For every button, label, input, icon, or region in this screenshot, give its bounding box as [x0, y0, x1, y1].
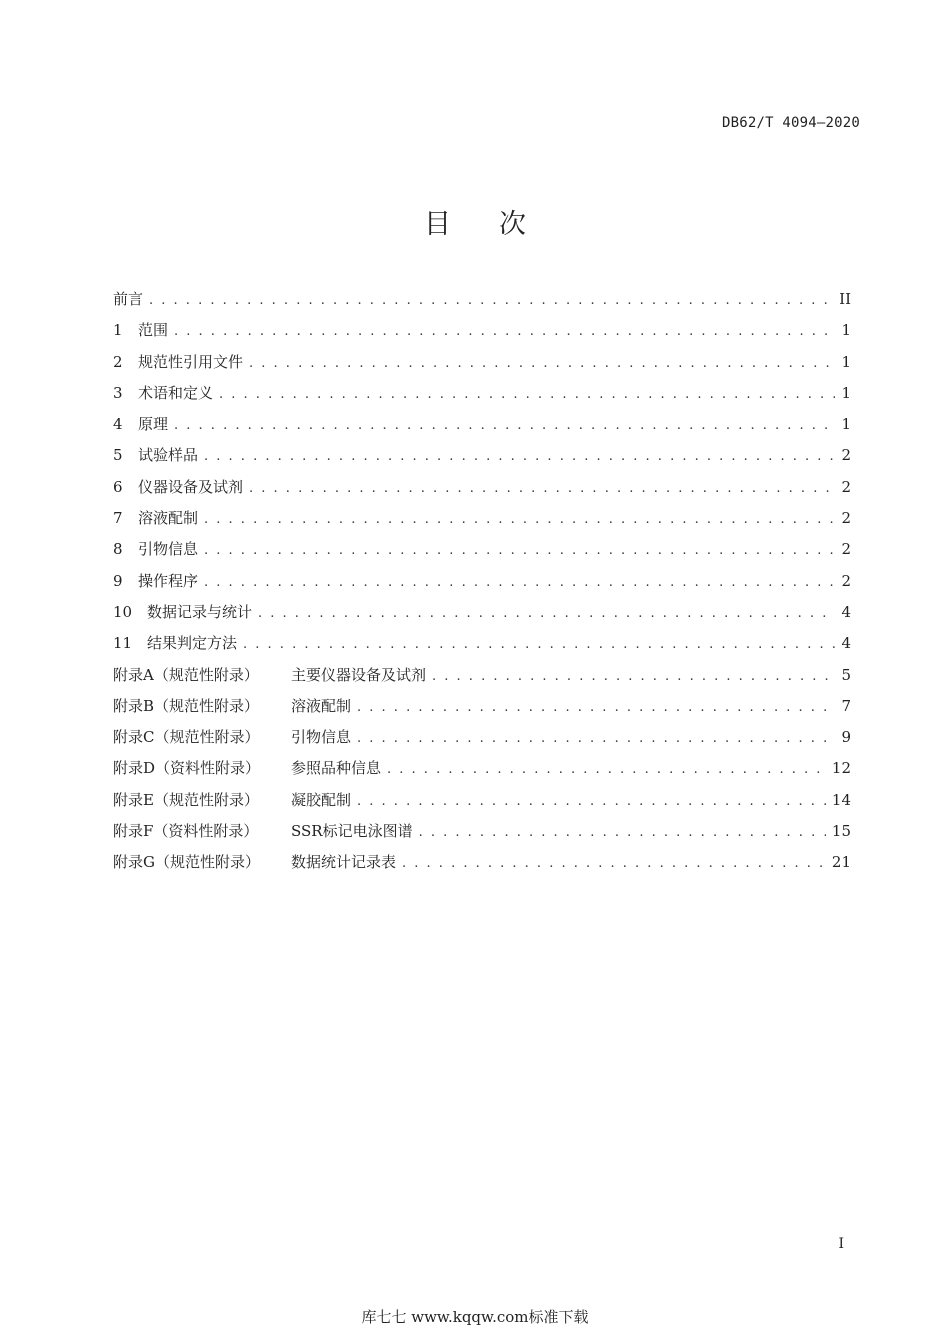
toc-appendix-number: 附录D（资料性附录） — [113, 759, 261, 778]
toc-appendix-number: 附录E（规范性附录） — [113, 790, 259, 809]
leader-dots — [419, 817, 826, 848]
toc-entry-page: 4 — [841, 634, 851, 653]
toc-entry-10[interactable] — [113, 597, 851, 628]
toc-entry-label: 试验样品 — [138, 446, 199, 465]
leader-dots — [204, 441, 835, 472]
toc-entry-label: 数据统计记录表 — [291, 853, 397, 872]
toc-entry-appendix-c[interactable] — [113, 722, 851, 753]
toc-entry-number: 7 — [113, 509, 123, 528]
table-of-contents — [113, 284, 851, 879]
toc-entry-appendix-b[interactable] — [113, 691, 851, 722]
leader-dots — [149, 285, 833, 316]
toc-entry-label: 结果判定方法 — [147, 634, 238, 653]
toc-entry-page: 1 — [841, 352, 851, 371]
leader-dots — [174, 316, 835, 347]
toc-entry-label: 操作程序 — [138, 571, 199, 590]
toc-entry-page: 2 — [841, 446, 851, 465]
toc-entry-number: 1 — [113, 321, 123, 340]
leader-dots — [249, 348, 835, 379]
leader-dots — [357, 723, 835, 754]
toc-appendix-number: 附录A（规范性附录） — [113, 665, 259, 684]
toc-entry-label: 原理 — [138, 415, 169, 434]
toc-entry-1[interactable] — [113, 315, 851, 346]
toc-entry-7[interactable] — [113, 503, 851, 534]
toc-entry-label: 前言 — [113, 290, 144, 308]
leader-dots — [432, 661, 835, 692]
leader-dots — [204, 504, 835, 535]
toc-entry-page: 1 — [841, 415, 851, 434]
leader-dots — [357, 692, 835, 723]
leader-dots — [258, 598, 835, 629]
toc-entry-label: 引物信息 — [138, 540, 199, 559]
toc-entry-foreword[interactable] — [113, 284, 851, 315]
toc-entry-number: 5 — [113, 446, 123, 465]
toc-entry-label: 范围 — [138, 321, 169, 340]
toc-entry-page: 2 — [841, 509, 851, 528]
page-title — [0, 202, 950, 241]
toc-entry-page: 4 — [841, 602, 851, 621]
toc-entry-number: 2 — [113, 352, 123, 371]
toc-entry-number: 8 — [113, 540, 123, 559]
toc-entry-page: 2 — [841, 571, 851, 590]
toc-entry-appendix-g[interactable] — [113, 847, 851, 878]
toc-entry-6[interactable] — [113, 472, 851, 503]
toc-entry-label: 溶液配制 — [291, 696, 352, 715]
title-char-1: 目 — [424, 209, 451, 240]
toc-entry-appendix-a[interactable] — [113, 660, 851, 691]
toc-entry-label: 术语和定义 — [138, 383, 214, 402]
leader-dots — [402, 848, 826, 879]
toc-entry-5[interactable] — [113, 440, 851, 471]
toc-appendix-number: 附录B（规范性附录） — [113, 696, 260, 715]
toc-entry-label: 溶液配制 — [138, 509, 199, 528]
watermark: 库七七 www.kqqw.com标准下载 — [361, 1308, 589, 1326]
toc-entry-appendix-f[interactable] — [113, 816, 851, 847]
toc-entry-page: 15 — [831, 822, 851, 841]
toc-entry-page: 2 — [841, 540, 851, 559]
leader-dots — [204, 567, 835, 598]
page-number: I — [838, 1236, 844, 1252]
leader-dots — [249, 473, 835, 504]
toc-entry-label: 引物信息 — [291, 728, 352, 747]
toc-entry-4[interactable] — [113, 409, 851, 440]
toc-entry-page: 1 — [841, 383, 851, 402]
leader-dots — [243, 629, 835, 660]
toc-entry-9[interactable] — [113, 566, 851, 597]
toc-entry-label: 规范性引用文件 — [138, 352, 244, 371]
toc-entry-page: 2 — [841, 477, 851, 496]
toc-appendix-number: 附录G（规范性附录） — [113, 853, 260, 872]
toc-entry-page: 7 — [841, 696, 851, 715]
toc-entry-number: 3 — [113, 383, 123, 402]
leader-dots — [357, 786, 826, 817]
document-code: DB62/T 4094—2020 — [721, 115, 860, 131]
toc-entry-appendix-e[interactable] — [113, 785, 851, 816]
toc-entry-label: 参照品种信息 — [291, 759, 382, 778]
toc-entry-label: SSR标记电泳图谱 — [291, 822, 413, 841]
toc-entry-label: 仪器设备及试剂 — [138, 477, 244, 496]
toc-entry-3[interactable] — [113, 378, 851, 409]
toc-entry-page: 1 — [841, 321, 851, 340]
toc-entry-label: 数据记录与统计 — [147, 602, 253, 621]
toc-entry-appendix-d[interactable] — [113, 753, 851, 784]
toc-appendix-number: 附录F（资料性附录） — [113, 822, 259, 841]
toc-entry-number: 6 — [113, 477, 123, 496]
toc-entry-number: 4 — [113, 415, 123, 434]
toc-entry-number: 9 — [113, 571, 123, 590]
toc-entry-page: 21 — [831, 853, 851, 872]
title-char-2: 次 — [499, 209, 526, 240]
leader-dots — [219, 379, 835, 410]
toc-entry-label: 主要仪器设备及试剂 — [291, 665, 427, 684]
leader-dots — [174, 410, 835, 441]
toc-entry-number: 10 — [113, 602, 133, 621]
toc-appendix-number: 附录C（规范性附录） — [113, 728, 260, 747]
toc-entry-page: 9 — [841, 728, 851, 747]
toc-entry-11[interactable] — [113, 628, 851, 659]
toc-entry-8[interactable] — [113, 534, 851, 565]
toc-entry-number: 11 — [113, 634, 133, 653]
leader-dots — [387, 754, 826, 785]
toc-entry-page: 5 — [841, 665, 851, 684]
toc-entry-page: 12 — [831, 759, 851, 778]
leader-dots — [204, 535, 835, 566]
toc-entry-2[interactable] — [113, 347, 851, 378]
toc-entry-page: II — [839, 290, 851, 308]
toc-entry-label: 凝胶配制 — [291, 790, 352, 809]
toc-entry-page: 14 — [831, 790, 851, 809]
